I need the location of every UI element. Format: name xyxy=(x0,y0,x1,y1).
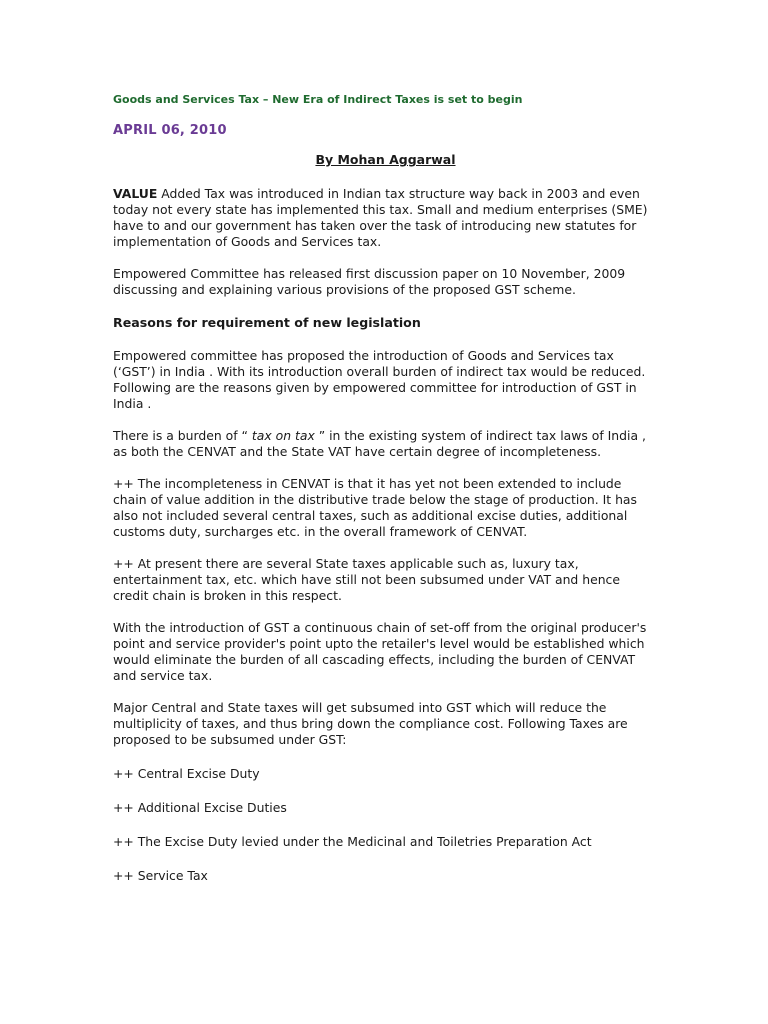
committee-paragraph: Empowered Committee has released first discussion paper on 10 November, 2009 discussing and explaining various provisions of the proposed GST scheme. xyxy=(113,266,626,297)
list-item: ++ Service Tax xyxy=(113,868,208,883)
intro-paragraph xyxy=(113,186,658,250)
state-taxes-paragraph: ++ At present there are several State taxes applicable such as, luxury tax, entertainment tax, etc. which have still not been subsumed under VAT and hence credit chain is broken in this respect. xyxy=(113,556,620,603)
burden-paragraph xyxy=(113,428,658,460)
cenvat-paragraph: ++ The incompleteness in CENVAT is that it has yet not been extended to include chain of value addition in the distributive trade below the stage of production. It has also not included several central taxes, such as additional excise duties, additional customs duty, surcharges etc. in the overall framework of CENVAT. xyxy=(113,476,637,539)
burden-italic-phrase: tax on tax xyxy=(247,428,319,443)
list-item: ++ The Excise Duty levied under the Medicinal and Toiletries Preparation Act xyxy=(113,834,592,849)
article-headline: Goods and Services Tax – New Era of Indirect Taxes is set to begin xyxy=(113,93,523,106)
major-taxes-paragraph: Major Central and State taxes will get subsumed into GST which will reduce the multiplicity of taxes, and thus bring down the compliance cost. Following Taxes are proposed to be subsumed under GST: xyxy=(113,700,628,747)
list-item: ++ Additional Excise Duties xyxy=(113,800,287,815)
gst-chain-paragraph: With the introduction of GST a continuous chain of set-off from the original producer's point and service provider's point upto the retailer's level would be established which would eliminate the burden of all cascading effects, including the burden of CENVAT and service tax. xyxy=(113,620,647,683)
burden-text-end: ” in the existing system of indirect tax laws of India , as both the CENVAT and the State VAT have certain degree of incompleteness. xyxy=(113,428,646,459)
article xyxy=(113,92,658,884)
section-heading: Reasons for requirement of new legislation xyxy=(113,315,421,330)
intro-lead-word: VALUE xyxy=(113,186,158,201)
article-byline: By Mohan Aggarwal xyxy=(315,152,456,167)
intro-text: Added Tax was introduced in Indian tax structure way back in 2003 and even today not every state has implemented this tax. Small and medium enterprises (SME) have to and our government has taken over the task of introducing new statutes for implementation of Goods and Services tax. xyxy=(113,186,648,249)
article-date: APRIL 06, 2010 xyxy=(113,123,227,138)
list-item: ++ Central Excise Duty xyxy=(113,766,260,781)
proposed-paragraph: Empowered committee has proposed the introduction of Goods and Services tax (‘GST’) in India . With its introduction overall burden of indirect tax would be reduced. Following are the reasons given by empowered committee for introduction of GST in India . xyxy=(113,348,646,411)
burden-text-start: There is a burden of “ xyxy=(113,428,248,443)
